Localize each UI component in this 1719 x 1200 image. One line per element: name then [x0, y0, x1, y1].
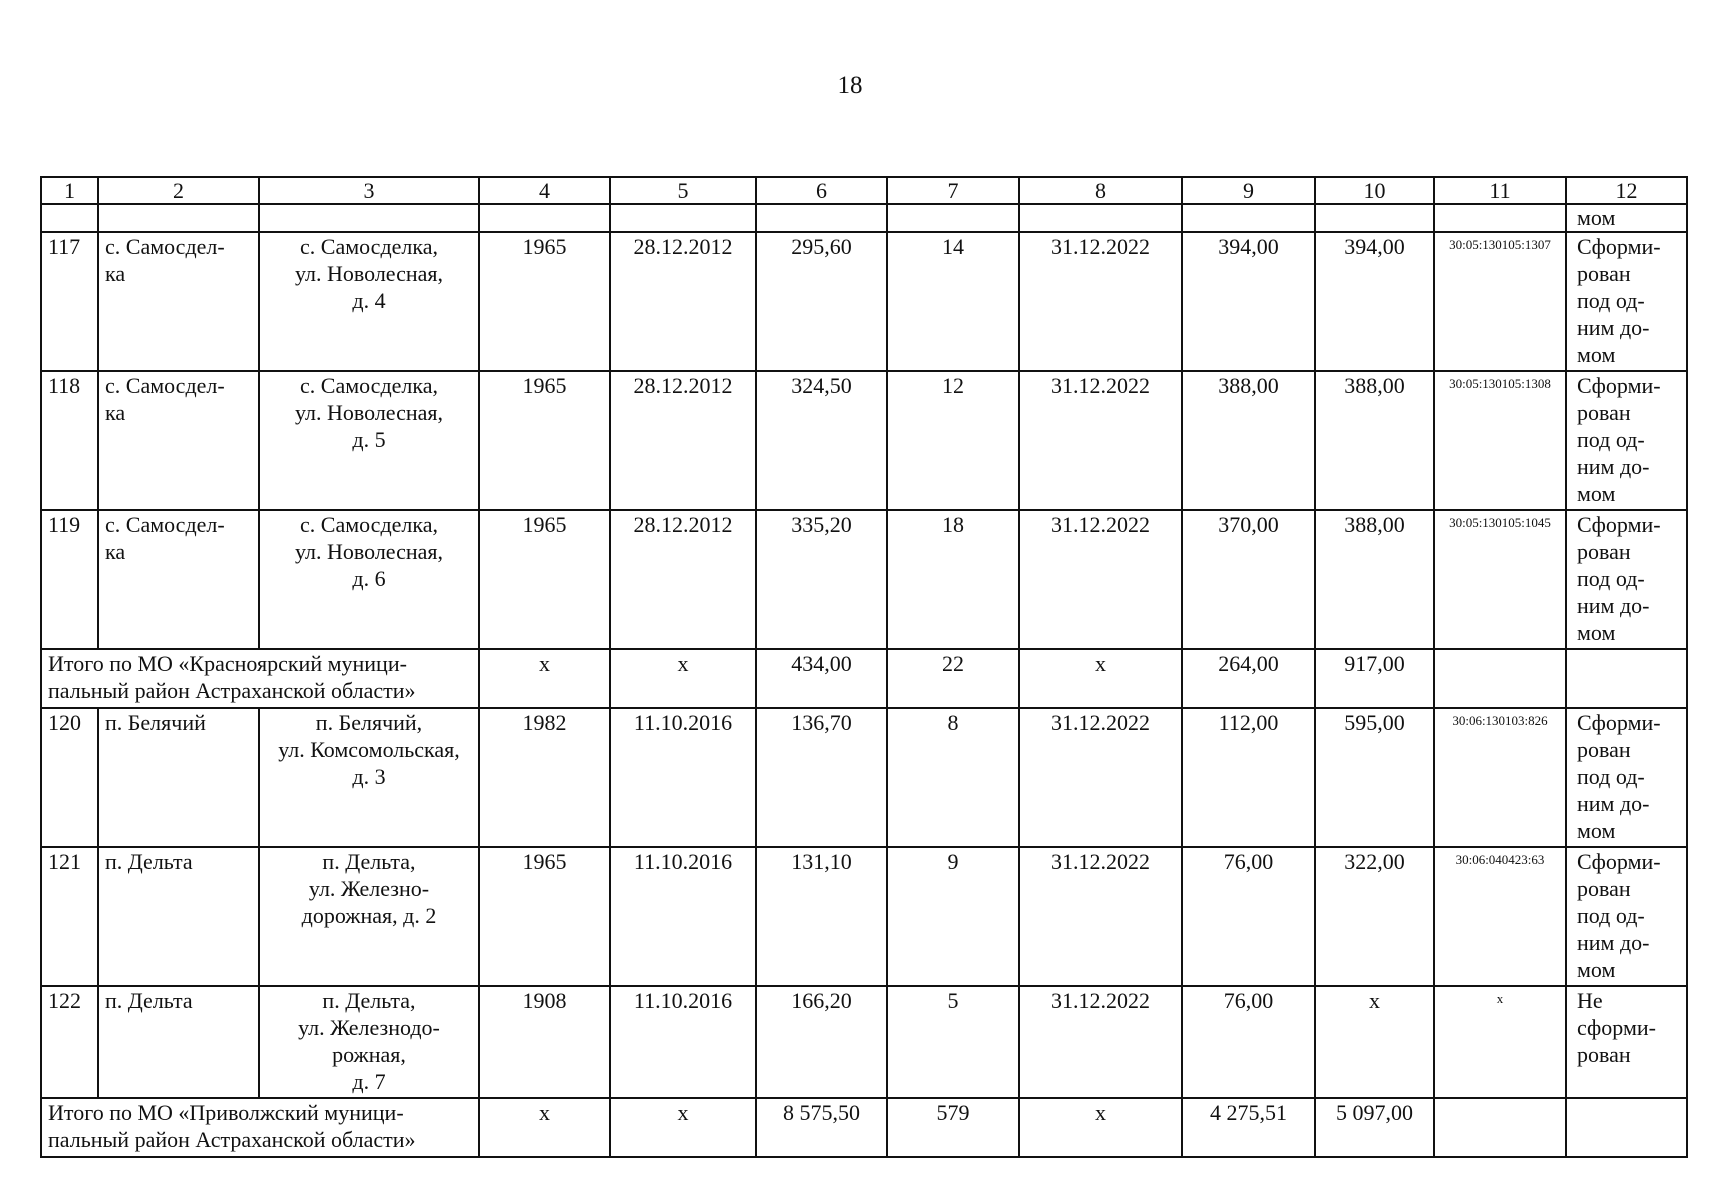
- cell-address: п. Белячий, ул. Комсомольская, д. 3: [259, 708, 479, 847]
- cell-row-number: 119: [41, 510, 98, 649]
- table-row: [41, 232, 1687, 371]
- cell-cadastral-number: 30:05:130105:1045: [1434, 510, 1566, 649]
- cell-value-9: 76,00: [1182, 986, 1315, 1098]
- cell-count: 22: [887, 649, 1019, 708]
- cell-value-10: 394,00: [1315, 232, 1434, 371]
- cell-status: [1566, 1098, 1687, 1157]
- cell-deadline: 31.12.2022: [1019, 847, 1182, 986]
- column-number: 3: [259, 177, 479, 204]
- column-number: 9: [1182, 177, 1315, 204]
- cell-value-9: 388,00: [1182, 371, 1315, 510]
- table-row: [41, 986, 1687, 1098]
- cell-count: 14: [887, 232, 1019, 371]
- cell-deadline: x: [1019, 1098, 1182, 1157]
- cell-value-10: 322,00: [1315, 847, 1434, 986]
- cell-year: x: [479, 1098, 610, 1157]
- cell-deadline: 31.12.2022: [1019, 371, 1182, 510]
- cell-address: с. Самосделка, ул. Новолесная, д. 4: [259, 232, 479, 371]
- total-row-krasnoyarsky: [41, 649, 1687, 708]
- cell-locality: с. Самосдел- ка: [98, 232, 259, 371]
- cell-date: 11.10.2016: [610, 986, 756, 1098]
- cell-count: 8: [887, 708, 1019, 847]
- table-row: [41, 708, 1687, 847]
- cell-count: 9: [887, 847, 1019, 986]
- cell-address: с. Самосделка, ул. Новолесная, д. 5: [259, 371, 479, 510]
- cell-locality: п. Дельта: [98, 847, 259, 986]
- column-number-row: [41, 177, 1687, 204]
- cell-area: 8 575,50: [756, 1098, 887, 1157]
- cell-cadastral-number: x: [1434, 986, 1566, 1098]
- cell-cadastral-number: 30:06:040423:63: [1434, 847, 1566, 986]
- cell-value-10: 388,00: [1315, 510, 1434, 649]
- table-row: [41, 847, 1687, 986]
- cell-value-9: 370,00: [1182, 510, 1315, 649]
- cell-locality: с. Самосдел- ка: [98, 510, 259, 649]
- cell-count: 18: [887, 510, 1019, 649]
- cell-date: 28.12.2012: [610, 510, 756, 649]
- cell-area: 131,10: [756, 847, 887, 986]
- cell-address: п. Дельта, ул. Железно- дорожная, д. 2: [259, 847, 479, 986]
- cell-deadline: 31.12.2022: [1019, 232, 1182, 371]
- cell-row-number: 122: [41, 986, 98, 1098]
- column-number: 10: [1315, 177, 1434, 204]
- column-number: 4: [479, 177, 610, 204]
- cell-value-10: 595,00: [1315, 708, 1434, 847]
- column-number: 12: [1566, 177, 1687, 204]
- cell-area: 136,70: [756, 708, 887, 847]
- cell-date: x: [610, 1098, 756, 1157]
- column-number: 7: [887, 177, 1019, 204]
- table-row: [41, 510, 1687, 649]
- total-label: Итого по МО «Приволжский муници- пальный район Астраханской области»: [41, 1098, 479, 1157]
- column-number: 2: [98, 177, 259, 204]
- cell-date: 11.10.2016: [610, 708, 756, 847]
- cell-deadline: 31.12.2022: [1019, 510, 1182, 649]
- cell-value-10: 5 097,00: [1315, 1098, 1434, 1157]
- cell-area: 324,50: [756, 371, 887, 510]
- cell-year: 1908: [479, 986, 610, 1098]
- cell-area: 335,20: [756, 510, 887, 649]
- continuation-row: [41, 204, 1687, 232]
- cell-address: п. Дельта, ул. Железнодо- рожная, д. 7: [259, 986, 479, 1098]
- cell-count: 5: [887, 986, 1019, 1098]
- cell-deadline: 31.12.2022: [1019, 708, 1182, 847]
- cell-date: 28.12.2012: [610, 232, 756, 371]
- cell-area: 166,20: [756, 986, 887, 1098]
- cell-date: x: [610, 649, 756, 708]
- cell-value-9: 4 275,51: [1182, 1098, 1315, 1157]
- cell-value-10: 917,00: [1315, 649, 1434, 708]
- column-number: 5: [610, 177, 756, 204]
- cell-deadline: x: [1019, 649, 1182, 708]
- register-table: [40, 176, 1688, 1158]
- cell-status: Не сформи- рован: [1566, 986, 1687, 1098]
- column-number: 1: [41, 177, 98, 204]
- cell-value-9: 264,00: [1182, 649, 1315, 708]
- cell-address: с. Самосделка, ул. Новолесная, д. 6: [259, 510, 479, 649]
- cell-locality: п. Белячий: [98, 708, 259, 847]
- cell-value-9: 112,00: [1182, 708, 1315, 847]
- cell-value-10: 388,00: [1315, 371, 1434, 510]
- cell-count: 12: [887, 371, 1019, 510]
- cell-row-number: 117: [41, 232, 98, 371]
- total-label: Итого по МО «Красноярский муници- пальный район Астраханской области»: [41, 649, 479, 708]
- cell-row-number: 118: [41, 371, 98, 510]
- cell-cadastral-number: [1434, 1098, 1566, 1157]
- cell-status: Сформи- рован под од- ним до- мом: [1566, 510, 1687, 649]
- column-number: 6: [756, 177, 887, 204]
- cell-deadline: 31.12.2022: [1019, 986, 1182, 1098]
- cell-status: Сформи- рован под од- ним до- мом: [1566, 847, 1687, 986]
- cell-count: 579: [887, 1098, 1019, 1157]
- cell-date: 11.10.2016: [610, 847, 756, 986]
- column-number: 8: [1019, 177, 1182, 204]
- page-number: 18: [837, 72, 863, 99]
- column-number: 11: [1434, 177, 1566, 204]
- cell-cadastral-number: 30:05:130105:1308: [1434, 371, 1566, 510]
- cell-year: 1965: [479, 232, 610, 371]
- cell-year: 1965: [479, 510, 610, 649]
- cell-status: мом: [1566, 204, 1687, 232]
- cell-status: Сформи- рован под од- ним до- мом: [1566, 371, 1687, 510]
- cell-locality: п. Дельта: [98, 986, 259, 1098]
- total-row-privolzhsky: [41, 1098, 1687, 1157]
- cell-year: x: [479, 649, 610, 708]
- cell-row-number: 120: [41, 708, 98, 847]
- cell-date: 28.12.2012: [610, 371, 756, 510]
- cell-year: 1982: [479, 708, 610, 847]
- cell-value-9: 394,00: [1182, 232, 1315, 371]
- cell-value-10: x: [1315, 986, 1434, 1098]
- table-row: [41, 371, 1687, 510]
- cell-year: 1965: [479, 847, 610, 986]
- cell-status: Сформи- рован под од- ним до- мом: [1566, 232, 1687, 371]
- cell-status: Сформи- рован под од- ним до- мом: [1566, 708, 1687, 847]
- cell-cadastral-number: [1434, 649, 1566, 708]
- cell-locality: с. Самосдел- ка: [98, 371, 259, 510]
- cell-area: 295,60: [756, 232, 887, 371]
- cell-cadastral-number: 30:05:130105:1307: [1434, 232, 1566, 371]
- cell-value-9: 76,00: [1182, 847, 1315, 986]
- cell-area: 434,00: [756, 649, 887, 708]
- cell-row-number: 121: [41, 847, 98, 986]
- cell-year: 1965: [479, 371, 610, 510]
- cell-cadastral-number: 30:06:130103:826: [1434, 708, 1566, 847]
- cell-status: [1566, 649, 1687, 708]
